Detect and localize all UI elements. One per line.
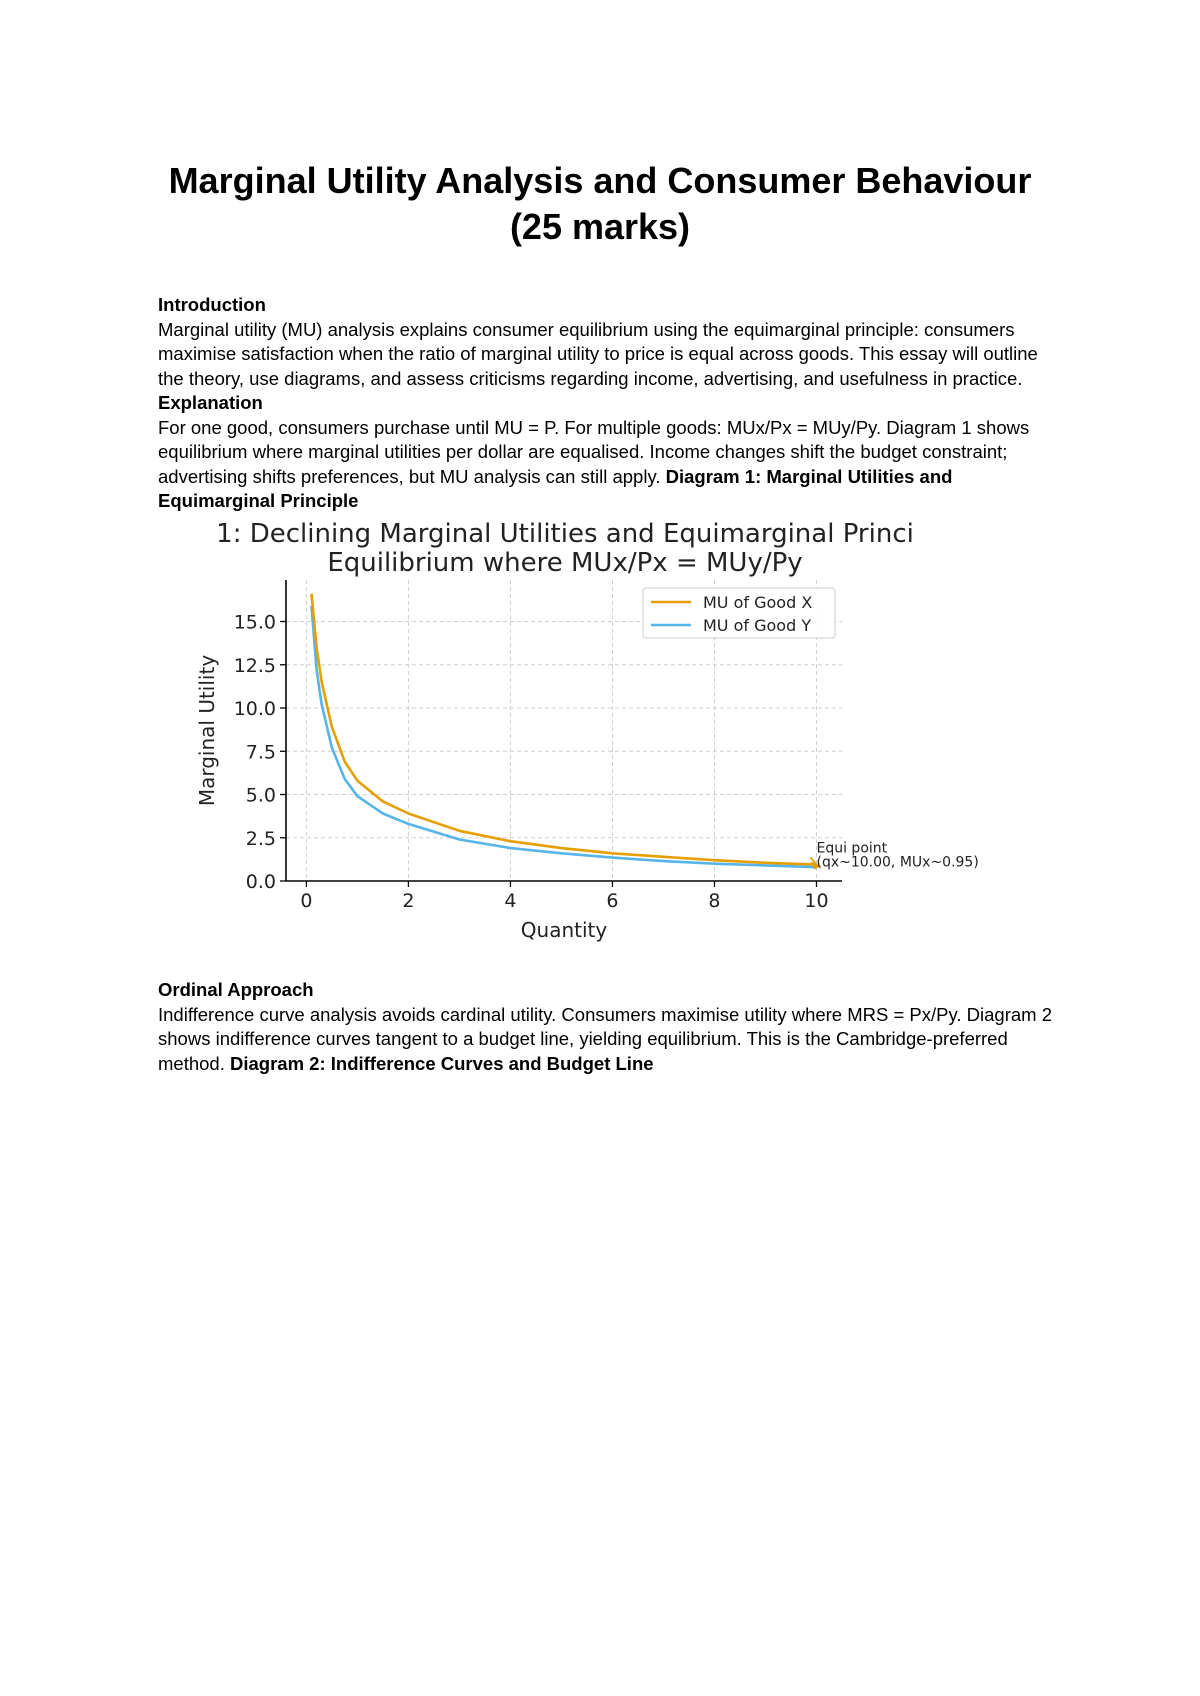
explanation-text: For one good, consumers purchase until MU = P. For multiple goods: MUx/Px = MUy/Py. Diagram 1 shows equilibrium where marginal utilities per dollar are equalised. Income changes shift the budget constraint; advertising shifts preferences, but MU analysis can still apply. [158,416,1030,487]
ordinal-approach-heading: Ordinal Approach [158,979,314,1000]
introduction-text: Marginal utility (MU) analysis explains consumer equilibrium using the equimarginal principle: consumers maximise satisfaction when the ratio of marginal utility to price is equal across goods. This essay will outline the theory, use diagrams, and assess criticisms regarding income, advertising, and usefulness in practice. [158,318,1038,389]
x-tick-label-5: 10 [804,890,829,912]
x-tick-label-3: 6 [606,890,619,912]
y-tick-label-3: 7.5 [245,741,276,764]
ordinal-approach-text: Indifference curve analysis avoids cardinal utility. Consumers maximise utility where MRS = Px/Py. Diagram 2 shows indifference curves tangent to a budget line, yielding equilibrium. This is the Cambridge-preferred method. [158,1003,1052,1074]
x-tick-label-1: 2 [402,890,415,912]
y-axis-label: Marginal Utility [195,654,219,807]
chart-annotation [810,841,978,871]
marginal-utility-chart [180,512,1020,942]
chart-legend [643,588,835,638]
introduction-section [158,293,1058,514]
diagram-2-label: Diagram 2: Indifference Curves and Budget Line [230,1052,654,1074]
y-tick-label-1: 2.5 [245,827,276,850]
annotation-text-line-2: (qx~10.00, MUx~0.95) [816,854,979,871]
introduction-heading: Introduction [158,294,266,315]
y-tick-label-0: 0.0 [245,871,276,893]
ordinal-approach-paragraph [158,1003,1058,1077]
explanation-paragraph [158,416,1058,514]
chart-title-line-2: Equilibrium where MUx/Px = MUy/Py [327,548,803,578]
x-axis-label: Quantity [520,918,608,942]
chart-title-line-1: 1: Declining Marginal Utilities and Equimarginal Princi [216,519,914,549]
legend-label-1: MU of Good Y [703,616,812,635]
document-title [100,158,1100,250]
title-line-2: (25 marks) [509,206,691,247]
diagram-1-label: Diagram 1: Marginal Utilities and Equimarginal Principle [158,465,953,511]
y-tick-label-2: 5.0 [245,784,276,807]
explanation-heading: Explanation [158,392,263,413]
chart-labels [195,519,914,942]
x-tick-label-4: 8 [708,890,721,912]
introduction-paragraph [158,318,1058,416]
x-tick-label-2: 4 [504,890,517,912]
annotation-text-line-1: Equi point [816,840,888,857]
series-line-1 [312,606,817,867]
x-tick-label-0: 0 [300,890,313,912]
title-line-1: Marginal Utility Analysis and Consumer Behaviour [168,160,1032,201]
legend-label-0: MU of Good X [703,593,813,612]
y-tick-label-6: 15.0 [233,611,276,634]
y-tick-label-5: 12.5 [233,654,276,677]
ordinal-approach-section [158,978,1058,1076]
y-tick-label-4: 10.0 [233,698,276,721]
